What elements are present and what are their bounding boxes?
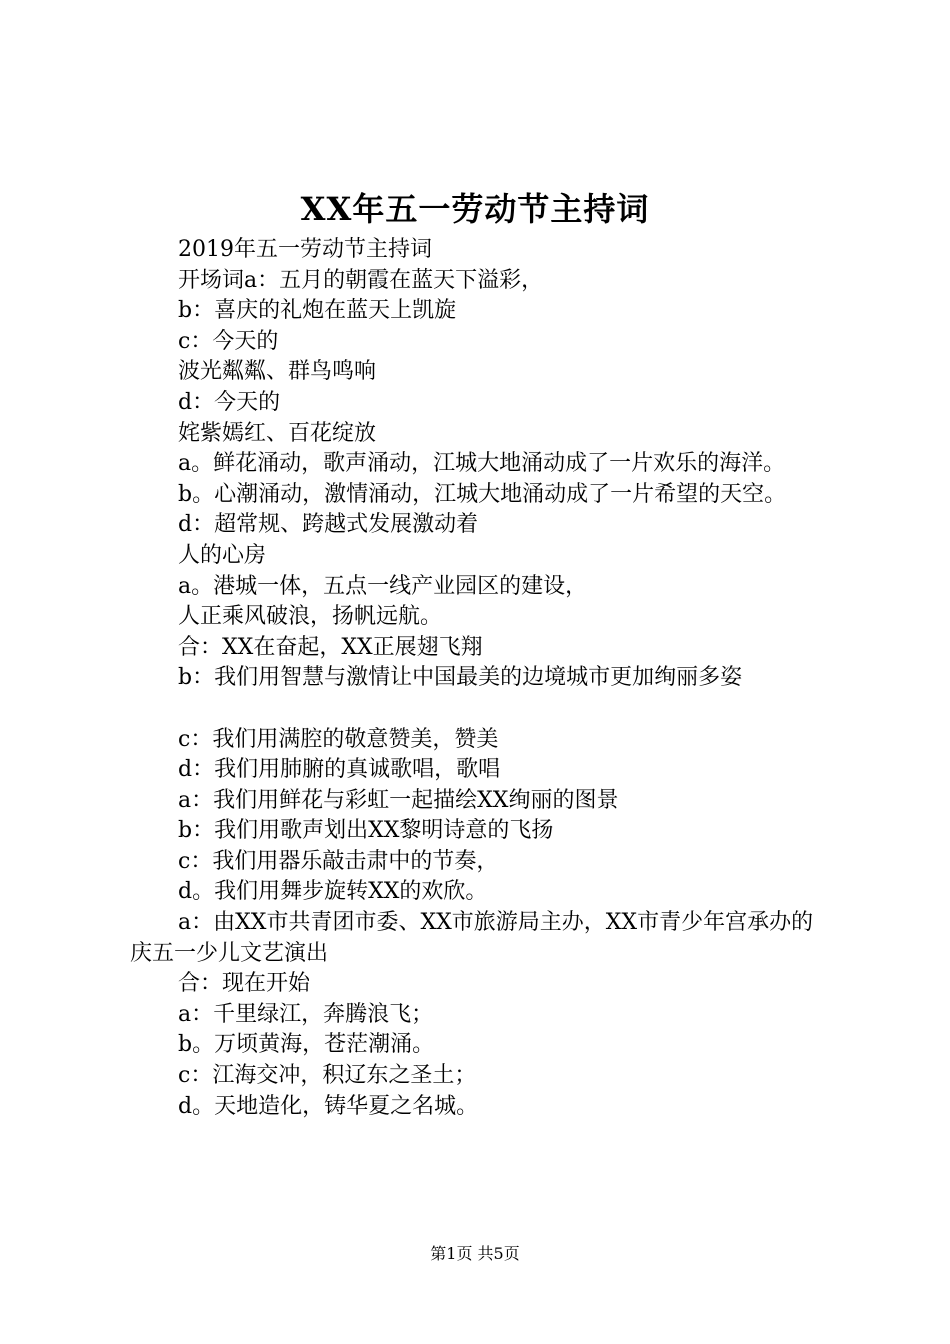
paragraph: c：我们用器乐敲击肃中的节奏， bbox=[178, 848, 499, 874]
paragraph: 2019年五一劳动节主持词 bbox=[178, 237, 432, 262]
paragraph: 合：现在开始 bbox=[178, 971, 311, 997]
paragraph: 姹紫嫣红、百花绽放 bbox=[178, 420, 377, 446]
paragraph: 人正乘风破浪，扬帆远航。 bbox=[178, 604, 443, 630]
paragraph: 合：XX在奋起，XX正展翅飞翔 bbox=[178, 634, 483, 660]
paragraph: a：我们用鲜花与彩虹一起描绘XX绚丽的图景 bbox=[178, 787, 619, 813]
page-footer: 第1页 共5页 bbox=[430, 1244, 520, 1263]
paragraph: c：江海交冲，积辽东之圣土； bbox=[178, 1063, 477, 1089]
paragraph: c：我们用满腔的敬意赞美，赞美 bbox=[178, 726, 499, 752]
paragraph: b。万顷黄海，苍茫潮涌。 bbox=[178, 1032, 435, 1058]
paragraph: d：我们用肺腑的真诚歌唱，歌唱 bbox=[178, 757, 501, 783]
paragraph: d。天地造化，铸华夏之名城。 bbox=[178, 1093, 479, 1119]
paragraph: b：我们用智慧与激情让中国最美的边境城市更加绚丽多姿 bbox=[178, 665, 743, 691]
paragraph: 开场词a：五月的朝霞在蓝天下溢彩， bbox=[178, 267, 544, 293]
document-body bbox=[130, 235, 830, 1122]
paragraph: 人的心房 bbox=[178, 542, 267, 568]
paragraph: a。鲜花涌动，歌声涌动，江城大地涌动成了一片欢乐的海洋。 bbox=[178, 451, 786, 477]
paragraph: d：今天的 bbox=[178, 389, 281, 415]
paragraph: b：我们用歌声划出XX黎明诗意的飞扬 bbox=[178, 818, 554, 844]
paragraph: a。港城一体，五点一线产业园区的建设， bbox=[178, 573, 588, 599]
document-title: XX年五一劳动节主持词 bbox=[300, 190, 650, 228]
paragraph: d：超常规、跨越式发展激动着 bbox=[178, 512, 479, 538]
paragraph: b。心潮涌动，激情涌动，江城大地涌动成了一片希望的天空。 bbox=[178, 481, 787, 507]
paragraph: 波光粼粼、群鸟鸣响 bbox=[178, 359, 377, 385]
paragraph: a：由XX市共青团市委、XX市旅游局主办，XX市青少年宫承办的庆五一少儿文艺演出 bbox=[130, 910, 814, 966]
paragraph: a：千里绿江，奔腾浪飞； bbox=[178, 1001, 434, 1027]
paragraph: d。我们用舞步旋转XX的欢欣。 bbox=[178, 879, 488, 905]
paragraph: b：喜庆的礼炮在蓝天上凯旋 bbox=[178, 298, 457, 324]
paragraph: c：今天的 bbox=[178, 328, 279, 354]
blank-line bbox=[130, 694, 830, 725]
